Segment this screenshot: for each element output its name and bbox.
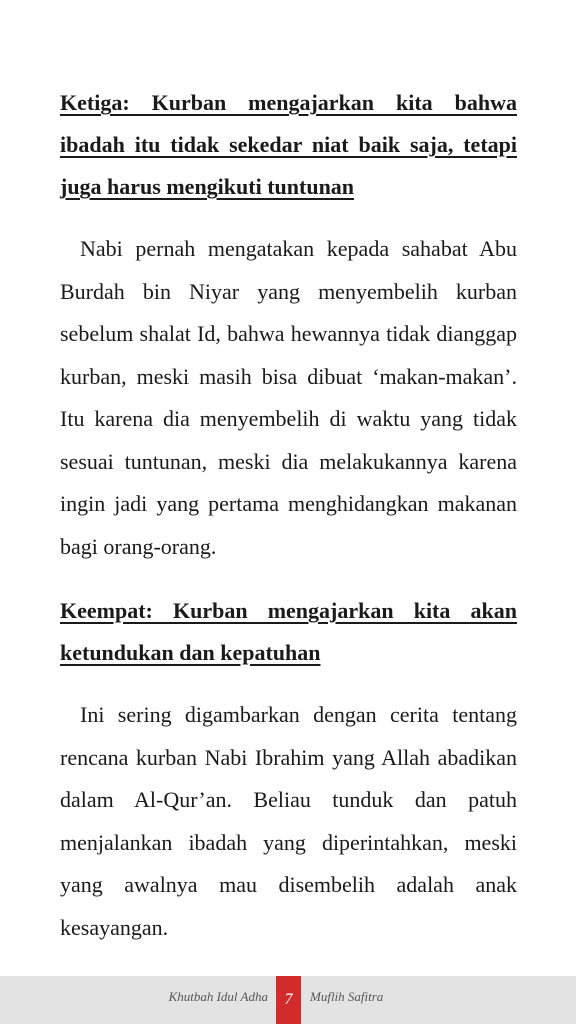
section-heading-ketiga: Ketiga: Kurban mengajarkan kita bahwa ibadah itu tidak sekedar niat baik saja, tetapi juga harus mengikuti tuntunan xyxy=(60,90,517,199)
page-body xyxy=(60,82,517,949)
paragraph-abu-burdah: Nabi pernah mengatakan kepada sahabat Abu Burdah bin Niyar yang menyembelih kurban sebelum shalat Id, bahwa hewannya tidak dianggap kurban, meski masih bisa dibuat ‘makan-makan’. Itu karena dia menyembelih di waktu yang tidak sesuai tuntunan, meski dia melakukannya karena ingin jadi yang pertama menghidangkan makanan bagi orang-orang. xyxy=(60,236,517,559)
section-heading-keempat: Keempat: Kurban mengajarkan kita akan ketundukan dan kepatuhan xyxy=(60,598,517,665)
paragraph-ibrahim: Ini sering digambarkan dengan cerita tentang rencana kurban Nabi Ibrahim yang Allah abadikan dalam Al-Qur’an. Beliau tunduk dan patuh menjalankan ibadah yang diperintahkan, meski yang awalnya mau disembelih adalah anak kesayangan. xyxy=(60,702,517,940)
page-footer xyxy=(0,976,576,1024)
page-number: 7 xyxy=(276,976,301,1024)
footer-author: Muflih Safitra xyxy=(310,989,384,1004)
footer-book-title: Khutbah Idul Adha xyxy=(168,989,268,1004)
